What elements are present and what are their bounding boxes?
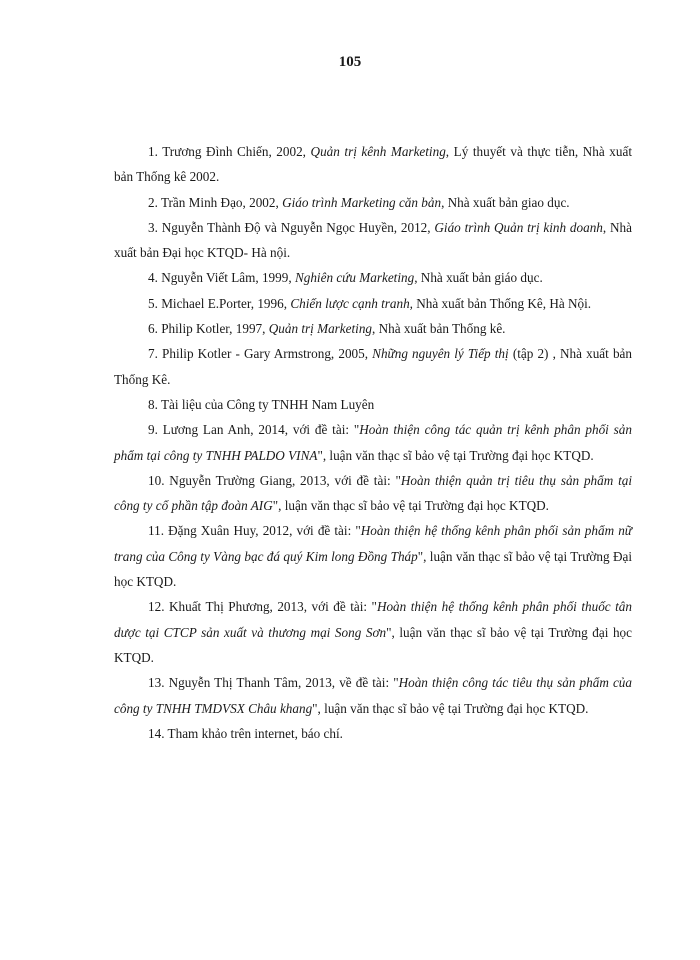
reference-item	[114, 291, 632, 316]
ref-prefix: 1. Trương Đình Chiến, 2002,	[148, 144, 311, 159]
ref-title: Chiến lược cạnh tranh,	[290, 295, 413, 311]
ref-title: Hoàn thiện công tác quản trị kênh phân phối sản phẩm tại công ty TNHH PALDO VINA	[114, 422, 632, 463]
reference-item	[114, 316, 632, 341]
ref-suffix: ", luận văn thạc sĩ bảo vệ tại Trường đại học KTQD.	[317, 447, 594, 463]
reference-item	[114, 265, 632, 290]
reference-item	[114, 341, 632, 392]
ref-suffix: , Nhà xuất bản giáo dục.	[414, 270, 543, 286]
ref-suffix: , Nhà xuất bản Thống kê.	[372, 321, 506, 337]
ref-title: Hoàn thiện hệ thống kênh phân phối sản phẩm nữ trang của Công ty Vàng bạc đá quý Kim long Đồng Tháp	[114, 523, 632, 564]
ref-title: Giáo trình Quản trị kinh doanh	[434, 219, 603, 235]
reference-list	[114, 139, 632, 746]
ref-prefix: 8. Tài liệu của Công ty TNHH Nam Luyên	[148, 396, 375, 412]
ref-prefix: 14. Tham khảo trên internet, báo chí.	[148, 725, 343, 741]
page-number: 105	[338, 54, 362, 70]
ref-prefix: 11. Đặng Xuân Huy, 2012, với đề tài: "	[148, 523, 361, 539]
ref-prefix: 9. Lương Lan Anh, 2014, với đề tài: "	[148, 422, 360, 438]
ref-title: Hoàn thiện quản trị tiêu thụ sản phẩm tại công ty cổ phần tập đoàn AIG	[114, 472, 632, 514]
ref-suffix: Nhà xuất bản Thống Kê, Hà Nội.	[412, 295, 592, 311]
ref-title: Hoàn thiện công tác tiêu thụ sản phẩm của công ty TNHH TMDVSX Châu khang	[114, 675, 632, 716]
reference-item	[114, 139, 632, 190]
ref-title: Nghiên cứu Marketing	[294, 270, 415, 286]
reference-item	[114, 721, 632, 746]
reference-item	[114, 518, 632, 594]
ref-suffix: , Lý thuyết và thực tiễn, Nhà xuất bản Thống kê 2002.	[114, 144, 633, 185]
ref-prefix: 5. Michael E.Porter, 1996,	[148, 295, 291, 311]
ref-title: Giáo trình Marketing căn bản	[282, 194, 442, 210]
ref-prefix: 3. Nguyễn Thành Độ và Nguyễn Ngọc Huyền, 2012,	[148, 219, 435, 235]
reference-item	[114, 594, 632, 670]
ref-suffix: ", luận văn thạc sĩ bảo vệ tại Trường đại học KTQD.	[114, 624, 633, 665]
ref-suffix: ", luận văn thạc sĩ bảo vệ tại Trường Đại học KTQD.	[114, 548, 633, 590]
ref-suffix: (tập 2) , Nhà xuất bản Thống Kê.	[114, 346, 632, 387]
reference-item	[114, 215, 632, 266]
ref-prefix: 2. Trần Minh Đạo, 2002,	[148, 194, 283, 210]
ref-title: Quản trị kênh Marketing	[310, 144, 446, 159]
reference-item	[114, 417, 632, 468]
ref-prefix: 12. Khuất Thị Phương, 2013, với đề tài: "	[148, 599, 377, 615]
reference-item	[114, 670, 632, 721]
ref-suffix: , Nhà xuất bản giao dục.	[441, 194, 570, 210]
reference-item	[114, 392, 632, 417]
ref-prefix: 7. Philip Kotler - Gary Armstrong, 2005,	[148, 346, 373, 362]
ref-title: Những nguyên lý Tiếp thị	[372, 346, 509, 362]
ref-suffix: , Nhà xuất bản Đại học KTQD- Hà nội.	[114, 219, 632, 261]
ref-title: Quản trị Marketing	[268, 321, 373, 337]
ref-prefix: 6. Philip Kotler, 1997,	[148, 321, 269, 337]
ref-suffix: ", luận văn thạc sĩ bảo vệ tại Trường đại học KTQD.	[272, 498, 549, 514]
ref-prefix: 4. Nguyễn Viết Lâm, 1999,	[148, 270, 295, 286]
ref-prefix: 10. Nguyễn Trường Giang, 2013, với đề tài: "	[148, 472, 401, 488]
ref-title: Hoàn thiện hệ thống kênh phân phối thuốc tân dược tại CTCP sản xuất và thương mại Song Sơn	[114, 599, 632, 640]
reference-item	[114, 190, 632, 215]
ref-suffix: ", luận văn thạc sĩ bảo vệ tại Trường đại học KTQD.	[312, 700, 589, 716]
ref-prefix: 13. Nguyễn Thị Thanh Tâm, 2013, về đề tài: "	[148, 675, 399, 691]
reference-item	[114, 468, 632, 519]
